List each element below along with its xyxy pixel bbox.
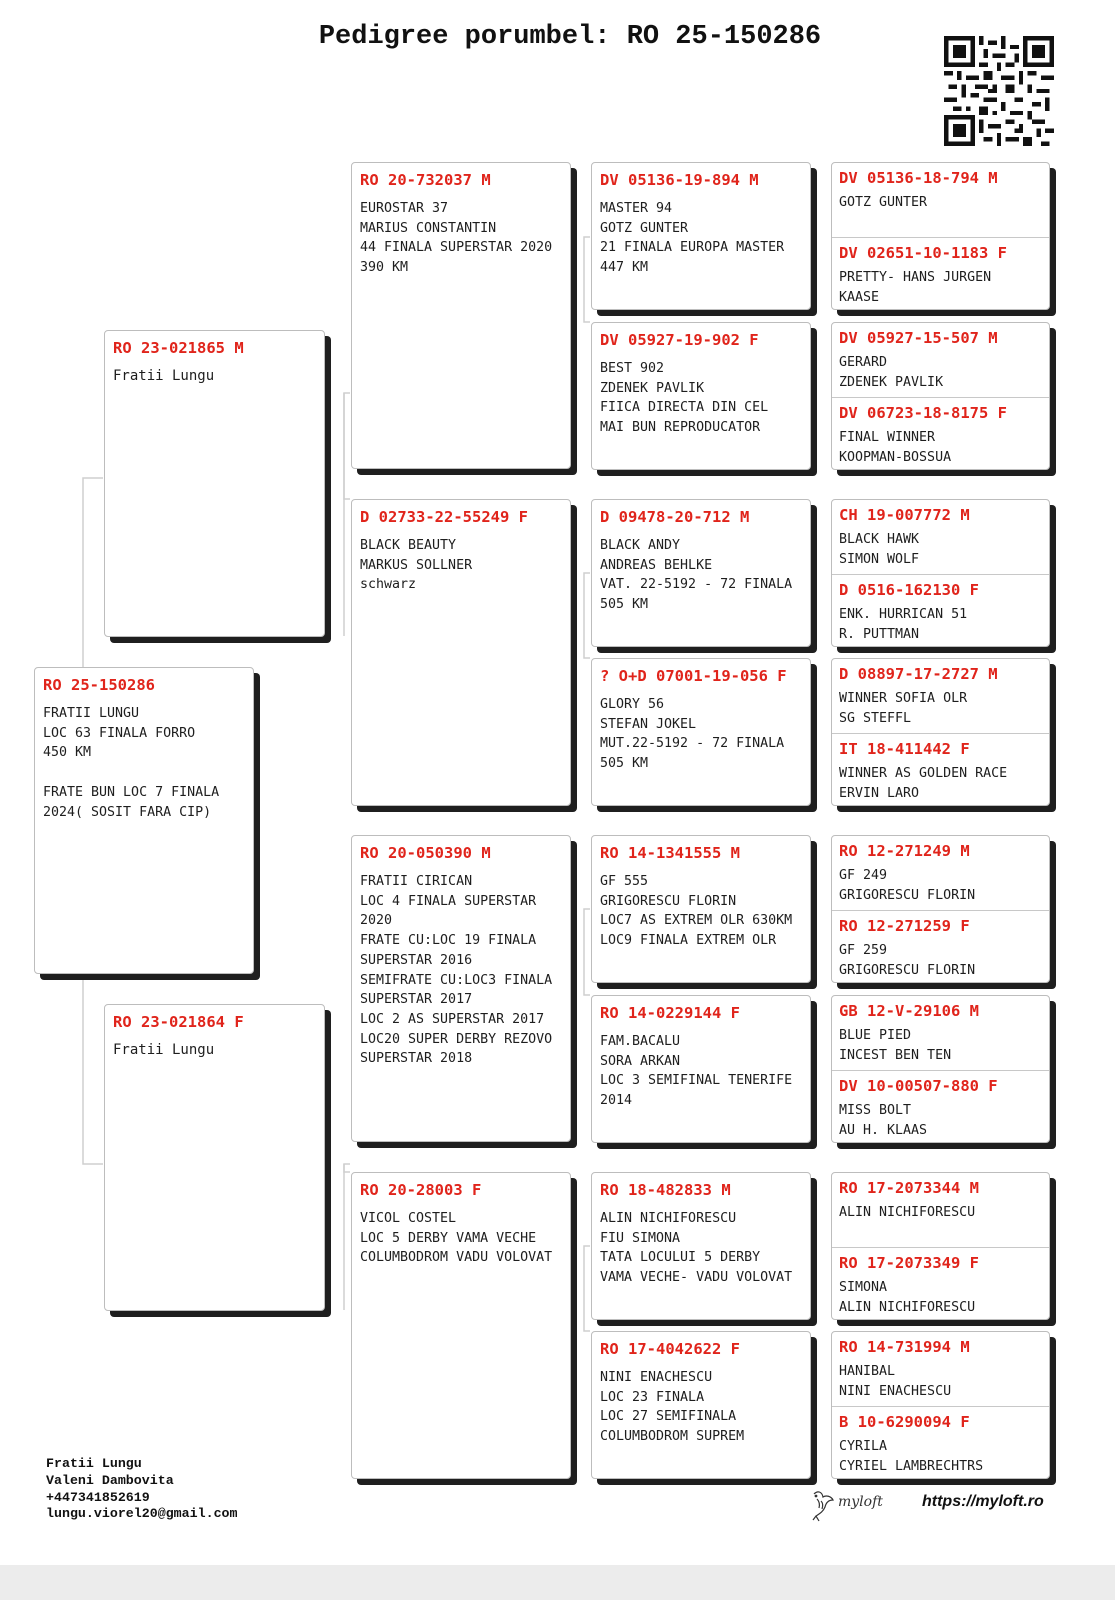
great-grandparent-card[interactable] [591,1172,811,1320]
grandparent-ring: D 02733-22-55249 F [360,508,528,526]
grandparent-card[interactable] [351,835,571,1142]
gen4-dam[interactable] [832,1070,1049,1143]
gen4-ring: RO 14-731994 M [839,1338,970,1356]
subject-info: FRATII LUNGU LOC 63 FINALA FORRO 450 KM FRATE BUN LOC 7 FINALA 2024( SOSIT FARA CIP) [43,706,220,820]
gen4-pair-card[interactable] [831,1172,1050,1320]
gen4-sire[interactable] [832,500,1049,574]
gen4-ring: DV 05927-15-507 M [839,329,998,347]
great-grandparent-ring: D 09478-20-712 M [600,508,750,526]
great-grandparent-ring: ? O+D 07001-19-056 F [600,667,787,685]
gen4-dam[interactable] [832,1406,1049,1479]
gen4-info: BLUE PIED INCEST BEN TEN [839,1028,952,1063]
great-grandparent-card[interactable] [591,499,811,647]
gen4-info: FINAL WINNER KOOPMAN-BOSSUA [839,430,952,465]
owner-name: Fratii Lungu [46,1456,142,1471]
sire-ring: RO 23-021865 M [113,339,244,357]
great-grandparent-info: GLORY 56 STEFAN JOKEL MUT.22-5192 - 72 FINALA 505 KM [600,697,785,772]
gen4-ring: DV 05136-18-794 M [839,169,998,187]
subject-ring: RO 25-150286 [43,676,155,694]
gen4-ring: GB 12-V-29106 M [839,1002,979,1020]
pigeon-logo-icon [810,1488,836,1522]
great-grandparent-info: BLACK ANDY ANDREAS BEHLKE VAT. 22-5192 - 72 FINALA 505 KM [600,538,793,613]
grandparent-card[interactable] [351,499,571,806]
grandparent-info: EUROSTAR 37 MARIUS CONSTANTIN 44 FINALA SUPERSTAR 2020 390 KM [360,201,553,276]
gen4-info: WINNER AS GOLDEN RACE ERVIN LARO [839,766,1008,801]
gen4-info: WINNER SOFIA OLR SG STEFFL [839,691,968,726]
gen4-pair-card[interactable] [831,1331,1050,1479]
grandparent-info: BLACK BEAUTY MARKUS SOLLNER schwarz [360,538,473,593]
gen4-sire[interactable] [832,163,1049,237]
gen4-sire[interactable] [832,1173,1049,1247]
gen4-info: CYRILA CYRIEL LAMBRECHTRS [839,1439,984,1474]
great-grandparent-ring: RO 17-4042622 F [600,1340,740,1358]
dam-card[interactable] [104,1004,325,1311]
gen4-sire[interactable] [832,323,1049,397]
grandparent-info: VICOL COSTEL LOC 5 DERBY VAMA VECHE COLUMBODROM VADU VOLOVAT [360,1211,553,1266]
owner-location: Valeni Dambovita [46,1472,174,1488]
great-grandparent-card[interactable] [591,835,811,983]
gen4-ring: DV 10-00507-880 F [839,1077,998,1095]
great-grandparent-card[interactable] [591,658,811,806]
great-grandparent-card[interactable] [591,162,811,310]
dam-info: Fratii Lungu [113,1042,215,1058]
gen4-ring: DV 06723-18-8175 F [839,404,1007,422]
gen4-ring: RO 12-271259 F [839,917,970,935]
grandparent-card[interactable] [351,1172,571,1479]
gen4-dam[interactable] [832,910,1049,983]
great-grandparent-info: NINI ENACHESCU LOC 23 FINALA LOC 27 SEMIFINALA COLUMBODROM SUPREM [600,1370,745,1445]
grandparent-info: FRATII CIRICAN LOC 4 FINALA SUPERSTAR 2020 FRATE CU:LOC 19 FINALA SUPERSTAR 2016 SEMIFRATE CU:LOC3 FINALA SUPERSTAR 2017 LOC 2 AS SUPERSTAR 2017 LOC20 SUPER DERBY REZOVO SUPERSTAR 2018 [360,874,553,1067]
gen4-ring: RO 17-2073344 M [839,1179,979,1197]
great-grandparent-ring: RO 14-1341555 M [600,844,740,862]
great-grandparent-info: ALIN NICHIFORESCU FIU SIMONA TATA LOCULUI 5 DERBY VAMA VECHE- VADU VOLOVAT [600,1211,793,1286]
gen4-pair-card[interactable] [831,162,1050,310]
owner-contact [46,1456,238,1523]
gen4-info: MISS BOLT AU H. KLAAS [839,1103,928,1138]
gen4-info: SIMONA ALIN NICHIFORESCU [839,1280,976,1315]
dam-ring: RO 23-021864 F [113,1013,244,1031]
gen4-ring: IT 18-411442 F [839,740,970,758]
great-grandparent-info: FAM.BACALU SORA ARKAN LOC 3 SEMIFINAL TENERIFE 2014 [600,1034,793,1109]
grandparent-ring: RO 20-732037 M [360,171,491,189]
gen4-dam[interactable] [832,733,1049,806]
gen4-info: ALIN NICHIFORESCU [839,1205,976,1220]
gen4-info: PRETTY- HANS JURGEN KAASE [839,270,992,305]
owner-email[interactable]: lungu.viorel20@gmail.com [46,1506,238,1522]
gen4-pair-card[interactable] [831,658,1050,806]
gen4-dam[interactable] [832,574,1049,647]
gen4-info: GERARD ZDENEK PAVLIK [839,355,944,390]
grandparent-ring: RO 20-050390 M [360,844,491,862]
gen4-pair-card[interactable] [831,322,1050,470]
great-grandparent-info: GF 555 GRIGORESCU FLORIN LOC7 AS EXTREM OLR 630KM LOC9 FINALA EXTREM OLR [600,874,793,949]
gen4-info: GF 259 GRIGORESCU FLORIN [839,943,976,978]
gen4-ring: RO 17-2073349 F [839,1254,979,1272]
gen4-info: ENK. HURRICAN 51 R. PUTTMAN [839,607,968,642]
great-grandparent-info: MASTER 94 GOTZ GUNTER 21 FINALA EUROPA MASTER 447 KM [600,201,785,276]
owner-phone[interactable]: +447341852619 [46,1489,150,1505]
sire-info: Fratii Lungu [113,368,215,384]
great-grandparent-info: BEST 902 ZDENEK PAVLIK FIICA DIRECTA DIN CEL MAI BUN REPRODUCATOR [600,361,769,436]
grandparent-ring: RO 20-28003 F [360,1181,482,1199]
gen4-ring: CH 19-007772 M [839,506,970,524]
gen4-ring: D 0516-162130 F [839,581,979,599]
great-grandparent-ring: RO 18-482833 M [600,1181,731,1199]
branding [810,1488,1050,1522]
gen4-pair-card[interactable] [831,995,1050,1143]
gen4-dam[interactable] [832,397,1049,470]
sire-card[interactable] [104,330,325,637]
great-grandparent-card[interactable] [591,322,811,470]
gen4-ring: RO 12-271249 M [839,842,970,860]
gen4-sire[interactable] [832,996,1049,1070]
page-title: Pedigree porumbel: RO 25-150286 [318,22,822,52]
great-grandparent-card[interactable] [591,995,811,1143]
gen4-ring: DV 02651-10-1183 F [839,244,1007,262]
gen4-info: GF 249 GRIGORESCU FLORIN [839,868,976,903]
gen4-dam[interactable] [832,237,1049,310]
gen4-ring: B 10-6290094 F [839,1413,970,1431]
gen4-sire[interactable] [832,659,1049,733]
gen4-ring: D 08897-17-2727 M [839,665,998,683]
brand-name: myloft [838,1494,883,1510]
great-grandparent-ring: DV 05927-19-902 F [600,331,759,349]
great-grandparent-card[interactable] [591,1331,811,1479]
gen4-dam[interactable] [832,1247,1049,1320]
gen4-sire[interactable] [832,1332,1049,1406]
gen4-info: BLACK HAWK SIMON WOLF [839,532,920,567]
great-grandparent-ring: DV 05136-19-894 M [600,171,759,189]
gen4-info: GOTZ GUNTER [839,195,928,210]
great-grandparent-ring: RO 14-0229144 F [600,1004,740,1022]
gen4-info: HANIBAL NINI ENACHESCU [839,1364,952,1399]
subject-card[interactable] [34,667,254,974]
gen4-pair-card[interactable] [831,835,1050,983]
grandparent-card[interactable] [351,162,571,469]
brand-url-link[interactable]: https://myloft.ro [922,1493,1044,1510]
gen4-sire[interactable] [832,836,1049,910]
gen4-pair-card[interactable] [831,499,1050,647]
